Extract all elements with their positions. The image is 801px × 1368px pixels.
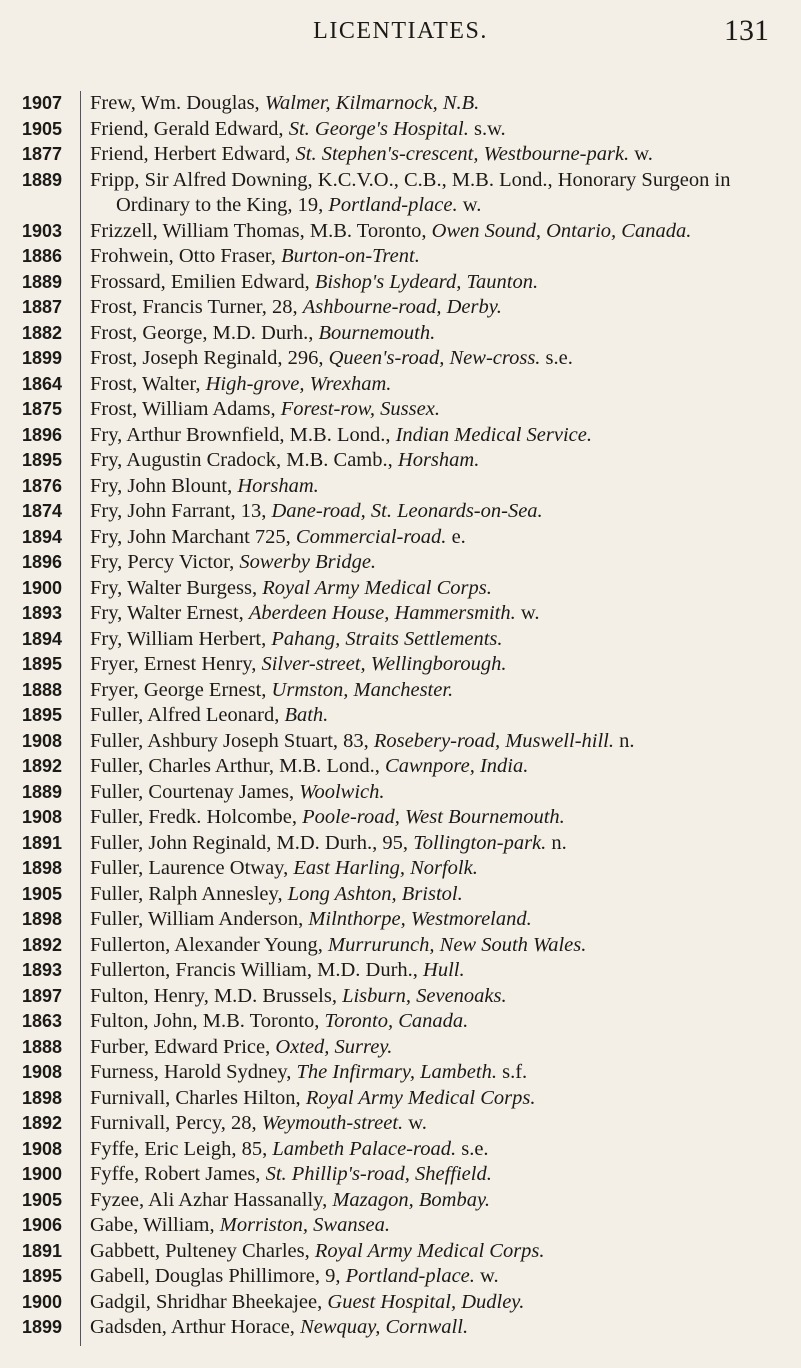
entry-name: Gabbett, Pulteney Charles,	[90, 1239, 315, 1262]
entry-name: Frost, Joseph Reginald, 296,	[90, 347, 329, 369]
list-item	[0, 729, 801, 755]
entry-text	[90, 117, 779, 143]
list-item	[0, 831, 801, 857]
entry-year: 1898	[22, 858, 63, 878]
list-item	[0, 678, 801, 704]
entry-text	[90, 729, 779, 755]
entry-text	[90, 91, 779, 117]
entry-address: Royal Army Medical Corps.	[305, 1086, 536, 1109]
entry-text	[90, 321, 779, 347]
entry-address: St. Stephen's-crescent, Westbourne-park.	[295, 143, 630, 165]
entry-year: 1908	[22, 730, 63, 751]
list-item	[0, 1060, 801, 1086]
list-item	[0, 1188, 801, 1214]
entry-year: 1887	[22, 297, 63, 317]
list-item	[0, 627, 801, 653]
entry-name: Fry, William Herbert,	[90, 627, 272, 650]
list-item	[0, 1290, 801, 1316]
entry-text	[90, 703, 779, 729]
entry-name: Fry, John Marchant 725,	[90, 525, 296, 548]
entry-year: 1886	[22, 246, 63, 266]
entry-name: Fry, Augustin Cradock, M.B. Camb.,	[90, 449, 398, 471]
entry-text	[90, 652, 779, 678]
entry-year: 1874	[22, 501, 63, 521]
entry-address: St. George's Hospital.	[288, 117, 469, 140]
entry-year: 1894	[22, 526, 63, 547]
entry-name: Fullerton, Alexander Young,	[90, 933, 329, 956]
list-item	[0, 397, 801, 423]
entry-name: Fry, Walter Burgess,	[90, 576, 263, 599]
list-item	[0, 754, 801, 780]
entry-year: 1906	[22, 1215, 63, 1235]
list-item	[0, 1162, 801, 1188]
entry-year: 1895	[22, 1266, 63, 1286]
entry-text	[90, 372, 779, 398]
entry-name: Fry, Arthur Brownfield, M.B. Lond.,	[90, 423, 396, 446]
entry-year: 1893	[22, 603, 63, 623]
entry-district: s.w.	[468, 117, 506, 140]
entry-address: Oxted, Surrey.	[275, 1035, 393, 1058]
entry-text	[90, 1035, 779, 1061]
entry-name: Fry, Walter Ernest,	[90, 602, 249, 624]
entry-name: Frew, Wm. Douglas,	[90, 92, 265, 114]
entry-name: Furnivall, Percy, 28,	[90, 1112, 262, 1134]
list-item	[0, 117, 801, 143]
entry-address: Portland-place.	[345, 1265, 475, 1287]
list-item	[0, 805, 801, 831]
entry-address: Burton-on-Trent.	[281, 245, 420, 267]
list-item	[0, 423, 801, 449]
entry-text	[90, 1111, 779, 1137]
entry-address: Indian Medical Service.	[395, 423, 592, 446]
entry-text	[90, 1060, 779, 1086]
entry-text	[90, 1264, 779, 1290]
entry-year: 1894	[22, 628, 63, 649]
entry-address: Toronto, Canada.	[324, 1010, 469, 1032]
entry-text	[90, 448, 779, 474]
entry-year: 1905	[22, 883, 63, 904]
entry-district: w.	[629, 143, 653, 165]
entry-name: Frizzell, William Thomas, M.B. Toronto,	[90, 219, 432, 242]
list-item	[0, 780, 801, 806]
entry-text	[90, 397, 779, 423]
entry-year: 1899	[22, 1317, 63, 1337]
entry-address: Commercial-road.	[295, 525, 447, 548]
entry-year: 1888	[22, 679, 63, 700]
entry-address: East Harling, Norfolk.	[293, 857, 478, 879]
list-item	[0, 1137, 801, 1163]
entry-text	[90, 933, 779, 959]
entry-year: 1900	[22, 577, 63, 598]
entry-year: 1899	[22, 348, 63, 368]
list-item	[0, 1009, 801, 1035]
entry-address: Cawnpore, India.	[385, 755, 529, 777]
entry-address: Guest Hospital, Dudley.	[327, 1290, 525, 1313]
entry-name: Fryer, George Ernest,	[90, 678, 272, 701]
entry-year: 1889	[22, 271, 63, 292]
page-number: 131	[724, 14, 769, 47]
entry-address: Dane-road, St. Leonards-on-Sea.	[271, 500, 543, 522]
entry-name: Fullerton, Francis William, M.D. Durh.,	[90, 959, 424, 981]
entry-address: St. Phillip's-road, Sheffield.	[265, 1163, 492, 1185]
entry-text	[90, 1137, 779, 1163]
entry-year: 1908	[22, 807, 63, 827]
entry-name: Friend, Herbert Edward,	[90, 143, 296, 165]
entry-year: 1903	[22, 220, 63, 241]
entry-address: Bishop's Lydeard, Taunton.	[314, 270, 539, 293]
entry-text	[90, 678, 779, 704]
list-item	[0, 270, 801, 296]
entry-text	[90, 601, 779, 627]
entry-year: 1891	[22, 1240, 63, 1261]
list-item	[0, 346, 801, 372]
list-item	[0, 142, 801, 168]
entry-year: 1892	[22, 1113, 63, 1133]
entry-name: Fyffe, Robert James,	[90, 1163, 266, 1185]
entry-text	[90, 882, 779, 908]
entry-name: Friend, Gerald Edward,	[90, 117, 289, 140]
entry-name: Furness, Harold Sydney,	[90, 1061, 297, 1083]
list-item	[0, 244, 801, 270]
entry-year: 1875	[22, 399, 63, 419]
entry-text	[90, 142, 779, 168]
list-item	[0, 1111, 801, 1137]
list-item	[0, 448, 801, 474]
entry-address: The Infirmary, Lambeth.	[296, 1061, 497, 1083]
entry-year: 1898	[22, 909, 63, 929]
list-item	[0, 321, 801, 347]
entry-year: 1897	[22, 985, 63, 1006]
entry-name: Frost, William Adams,	[90, 398, 281, 420]
entry-address: Queen's-road, New-cross.	[328, 347, 541, 369]
entry-year: 1905	[22, 1189, 63, 1210]
entry-year: 1900	[22, 1291, 63, 1312]
entry-address: Pahang, Straits Settlements.	[271, 627, 503, 650]
entry-text	[90, 1188, 779, 1214]
entry-address: Royal Army Medical Corps.	[314, 1239, 545, 1262]
page-header	[0, 14, 801, 58]
entry-district: n.	[546, 831, 567, 854]
entry-name: Frost, Francis Turner, 28,	[90, 296, 303, 318]
entry-district: s.f.	[496, 1061, 528, 1083]
entry-year: 1898	[22, 1087, 63, 1108]
entry-text	[90, 780, 779, 806]
entry-name: Fyzee, Ali Azhar Hassanally,	[90, 1188, 333, 1211]
entry-year: 1892	[22, 756, 63, 776]
list-item	[0, 168, 801, 219]
entry-text	[90, 831, 779, 857]
entry-text	[90, 958, 779, 984]
entry-text	[90, 576, 779, 602]
entry-address: Poole-road, West Bournemouth.	[302, 806, 565, 828]
entry-name: Fryer, Ernest Henry,	[90, 653, 262, 675]
entry-text	[90, 474, 779, 500]
entry-name: Fry, John Farrant, 13,	[90, 500, 272, 522]
entry-address: Bath.	[284, 704, 329, 726]
entry-district: s.e.	[456, 1137, 489, 1160]
entry-name: Fry, John Blount,	[90, 474, 238, 497]
entry-text	[90, 1009, 779, 1035]
entry-address: Lisburn, Sevenoaks.	[342, 984, 507, 1007]
entry-address: Lambeth Palace-road.	[272, 1137, 457, 1160]
entry-address: Milnthorpe, Westmoreland.	[308, 908, 532, 930]
entry-name: Fry, Percy Victor,	[90, 551, 240, 573]
entry-name: Frohwein, Otto Fraser,	[90, 245, 282, 267]
entry-district: w.	[403, 1112, 427, 1134]
entry-text	[90, 346, 779, 372]
entry-year: 1896	[22, 424, 63, 445]
list-item	[0, 856, 801, 882]
entry-year: 1893	[22, 960, 63, 980]
list-item	[0, 933, 801, 959]
entry-name: Fuller, Alfred Leonard,	[90, 704, 285, 726]
list-item	[0, 576, 801, 602]
entry-address: Silver-street, Wellingborough.	[261, 653, 507, 675]
entry-name: Fuller, Ralph Annesley,	[90, 882, 288, 905]
entry-name: Frossard, Emilien Edward,	[90, 270, 315, 293]
list-item	[0, 219, 801, 245]
entry-year: 1876	[22, 475, 63, 496]
entry-text	[90, 1162, 779, 1188]
entry-text	[90, 1086, 779, 1112]
entry-text	[90, 856, 779, 882]
entry-address: Newquay, Cornwall.	[300, 1316, 469, 1338]
entry-name: Fulton, John, M.B. Toronto,	[90, 1010, 325, 1032]
entry-year: 1889	[22, 781, 63, 802]
list-item	[0, 652, 801, 678]
entry-year: 1888	[22, 1036, 63, 1057]
entry-year: 1907	[22, 93, 63, 113]
entry-address: Tollington-park.	[413, 831, 547, 854]
entry-text	[90, 754, 779, 780]
list-item	[0, 91, 801, 117]
entry-name: Gadsden, Arthur Horace,	[90, 1316, 301, 1338]
entry-address: Aberdeen House, Hammersmith.	[248, 602, 516, 624]
entry-text	[90, 270, 779, 296]
list-item	[0, 1035, 801, 1061]
list-item	[0, 958, 801, 984]
entry-name: Fuller, Courtenay James,	[90, 780, 300, 803]
list-item	[0, 601, 801, 627]
entry-year: 1895	[22, 450, 63, 470]
entry-name: Frost, Walter,	[90, 372, 206, 395]
entry-text	[90, 1290, 779, 1316]
entry-year: 1892	[22, 934, 63, 955]
list-item	[0, 295, 801, 321]
entry-name: Fuller, John Reginald, M.D. Durh., 95,	[90, 831, 414, 854]
entry-name: Furber, Edward Price,	[90, 1035, 276, 1058]
list-item	[0, 882, 801, 908]
entry-name: Gabe, William,	[90, 1214, 220, 1236]
entry-address: Weymouth-street.	[261, 1112, 404, 1134]
entry-address: Urmston, Manchester.	[271, 678, 454, 701]
entry-text	[90, 244, 779, 270]
entry-year: 1895	[22, 654, 63, 674]
entry-text	[90, 984, 779, 1010]
list-item	[0, 550, 801, 576]
entry-address: Walmer, Kilmarnock, N.B.	[264, 92, 480, 114]
entry-text	[90, 1213, 779, 1239]
list-item	[0, 525, 801, 551]
entry-district: w.	[515, 602, 540, 624]
entry-name: Gabell, Douglas Phillimore, 9,	[90, 1265, 346, 1287]
list-item	[0, 1086, 801, 1112]
entry-district: n.	[613, 729, 635, 752]
entry-year: 1882	[22, 322, 63, 343]
entry-name: Fuller, Charles Arthur, M.B. Lond.,	[90, 755, 386, 777]
entry-year: 1896	[22, 552, 63, 572]
entry-text	[90, 423, 779, 449]
entry-address: Ashbourne-road, Derby.	[302, 296, 502, 318]
entry-address: Woolwich.	[299, 780, 385, 803]
list-item	[0, 984, 801, 1010]
entry-text	[90, 1315, 779, 1341]
entry-text	[90, 550, 779, 576]
entry-text	[90, 525, 779, 551]
entry-text	[90, 295, 779, 321]
entry-text	[90, 627, 779, 653]
entry-year: 1908	[22, 1138, 63, 1159]
entry-name: Frost, George, M.D. Durh.,	[90, 321, 319, 344]
entry-name: Fuller, Laurence Otway,	[90, 857, 294, 879]
entry-address: Murrurunch, New South Wales.	[328, 933, 587, 956]
entry-name: Fuller, William Anderson,	[90, 908, 309, 930]
running-head: LICENTIATES.	[313, 18, 488, 44]
list-item	[0, 372, 801, 398]
entry-district: e.	[446, 525, 466, 548]
entry-name: Fripp, Sir Alfred Downing, K.C.V.O., C.B., M.B. Lond., Honorary Surgeon in Ordinary to the King, 19,	[90, 168, 731, 216]
list-item	[0, 1213, 801, 1239]
entry-address: Rosebery-road, Muswell-hill.	[373, 729, 614, 752]
entry-name: Gadgil, Shridhar Bheekajee,	[90, 1290, 328, 1313]
entry-address: Portland-place.	[328, 194, 458, 216]
entry-district: w.	[474, 1265, 499, 1287]
list-item	[0, 474, 801, 500]
entry-year: 1908	[22, 1062, 63, 1082]
entry-list	[0, 91, 801, 1341]
entry-name: Fuller, Fredk. Holcombe,	[90, 806, 303, 828]
entry-address: Forest-row, Sussex.	[280, 398, 440, 420]
entry-district: s.e.	[540, 347, 573, 369]
entry-name: Furnivall, Charles Hilton,	[90, 1086, 306, 1109]
list-item	[0, 499, 801, 525]
list-item	[0, 1315, 801, 1341]
entry-address: Sowerby Bridge.	[239, 551, 377, 573]
entry-address: Hull.	[423, 959, 465, 981]
list-item	[0, 703, 801, 729]
entry-text	[90, 805, 779, 831]
entry-address: Owen Sound, Ontario, Canada.	[431, 219, 692, 242]
entry-year: 1877	[22, 144, 63, 164]
entry-text	[90, 1239, 779, 1265]
entry-address: Bournemouth.	[318, 321, 436, 344]
list-item	[0, 1239, 801, 1265]
entry-text	[90, 219, 779, 245]
entry-address: Long Ashton, Bristol.	[287, 882, 463, 905]
entry-address: High-grove, Wrexham.	[205, 372, 392, 395]
entry-text	[90, 168, 779, 219]
entry-address: Royal Army Medical Corps.	[262, 576, 492, 599]
entry-address: Horsham.	[237, 474, 319, 497]
entry-year: 1900	[22, 1164, 63, 1184]
entry-text	[90, 907, 779, 933]
entry-year: 1905	[22, 118, 63, 139]
entry-year: 1895	[22, 705, 63, 725]
entry-year: 1863	[22, 1011, 63, 1031]
entry-name: Fulton, Henry, M.D. Brussels,	[90, 984, 343, 1007]
entry-name: Fuller, Ashbury Joseph Stuart, 83,	[90, 729, 374, 752]
entry-year: 1889	[22, 169, 63, 190]
entry-text	[90, 499, 779, 525]
entry-name: Fyffe, Eric Leigh, 85,	[90, 1137, 273, 1160]
entry-address: Morriston, Swansea.	[219, 1214, 391, 1236]
entry-address: Horsham.	[397, 449, 480, 471]
entry-year: 1891	[22, 832, 63, 853]
entry-district: w.	[457, 194, 482, 216]
entry-address: Mazagon, Bombay.	[332, 1188, 491, 1211]
list-item	[0, 1264, 801, 1290]
entry-year: 1864	[22, 373, 63, 394]
list-item	[0, 907, 801, 933]
